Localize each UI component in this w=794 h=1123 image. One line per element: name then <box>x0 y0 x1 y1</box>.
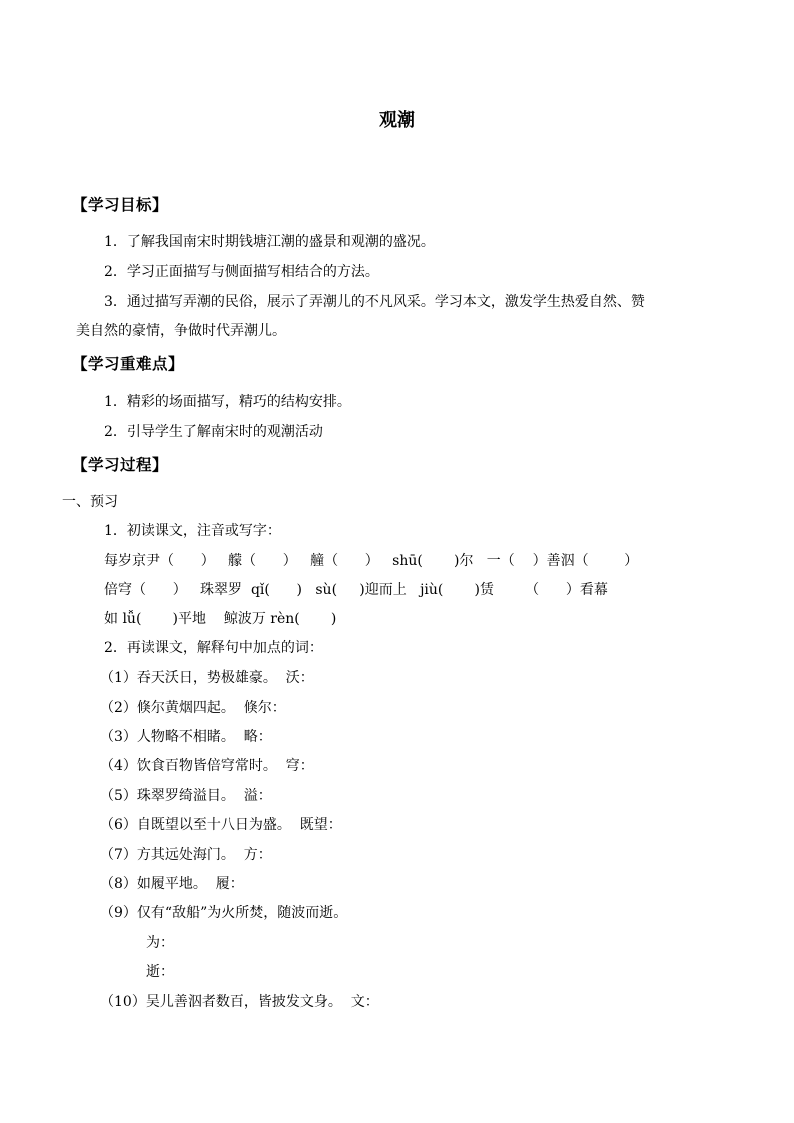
goal-item-2: 2．学习正面描写与侧面描写相结合的方法。 <box>104 264 379 280</box>
section-heading-key-points: 【学习重难点】 <box>72 354 185 373</box>
document-title: 观潮 <box>379 110 415 131</box>
explain-item-9: （9）仅有“敌船”为火所焚，随波而逝。 <box>100 905 348 921</box>
explain-item-9-wei: 为： <box>146 935 174 951</box>
preview-heading: 一、预习 <box>62 494 118 510</box>
key-point-1: 1．精彩的场面描写，精巧的结构安排。 <box>104 394 351 410</box>
explain-item-10: （10）吴儿善泅者数百，皆披发文身。 文： <box>100 994 379 1010</box>
preview-item-1: 1．初读课文，注音或写字： <box>104 523 281 539</box>
explain-item-5: （5）珠翠罗绮溢目。 溢： <box>100 788 272 804</box>
section-heading-goals: 【学习目标】 <box>72 195 169 214</box>
explain-item-1: （1）吞天沃日，势极雄豪。 沃： <box>100 670 314 686</box>
goal-item-3: 3．通过描写弄潮的民俗，展示了弄潮儿的不凡风采。学习本文，激发学生热爱自然、赞 <box>104 294 645 310</box>
explain-item-2: （2）倏尔黄烟四起。 倏尔： <box>100 700 286 716</box>
section-heading-process: 【学习过程】 <box>72 455 169 474</box>
pinyin-line-3: 如 lǚ( )平地 鲸波万 rèn( ) <box>104 611 337 627</box>
explain-item-8: （8）如履平地。 履： <box>100 876 244 892</box>
preview-item-2: 2．再读课文，解释句中加点的词： <box>104 640 323 656</box>
goal-item-1: 1．了解我国南宋时期钱塘江潮的盛景和观潮的盛况。 <box>104 234 435 250</box>
explain-item-9-shi: 逝： <box>146 964 174 980</box>
goal-item-3-continued: 美自然的豪情，争做时代弄潮儿。 <box>76 323 286 339</box>
pinyin-line-2: 倍穹（ ） 珠翠罗 qǐ( ) sù( )迎而上 jiù( )赁 （ ）看幕 <box>104 582 608 598</box>
explain-item-7: （7）方其远处海门。 方： <box>100 847 272 863</box>
explain-item-4: （4）饮食百物皆倍穹常时。 穹： <box>100 758 314 774</box>
pinyin-line-1: 每岁京尹（ ） 艨（ ） 艟（ ） shū( )尔 一（ ）善泅（ ） <box>104 553 639 569</box>
explain-item-6: （6）自既望以至十八日为盛。 既望： <box>100 817 342 833</box>
explain-item-3: （3）人物略不相睹。 略： <box>100 729 272 745</box>
key-point-2: 2．引导学生了解南宋时的观潮活动 <box>104 424 323 440</box>
